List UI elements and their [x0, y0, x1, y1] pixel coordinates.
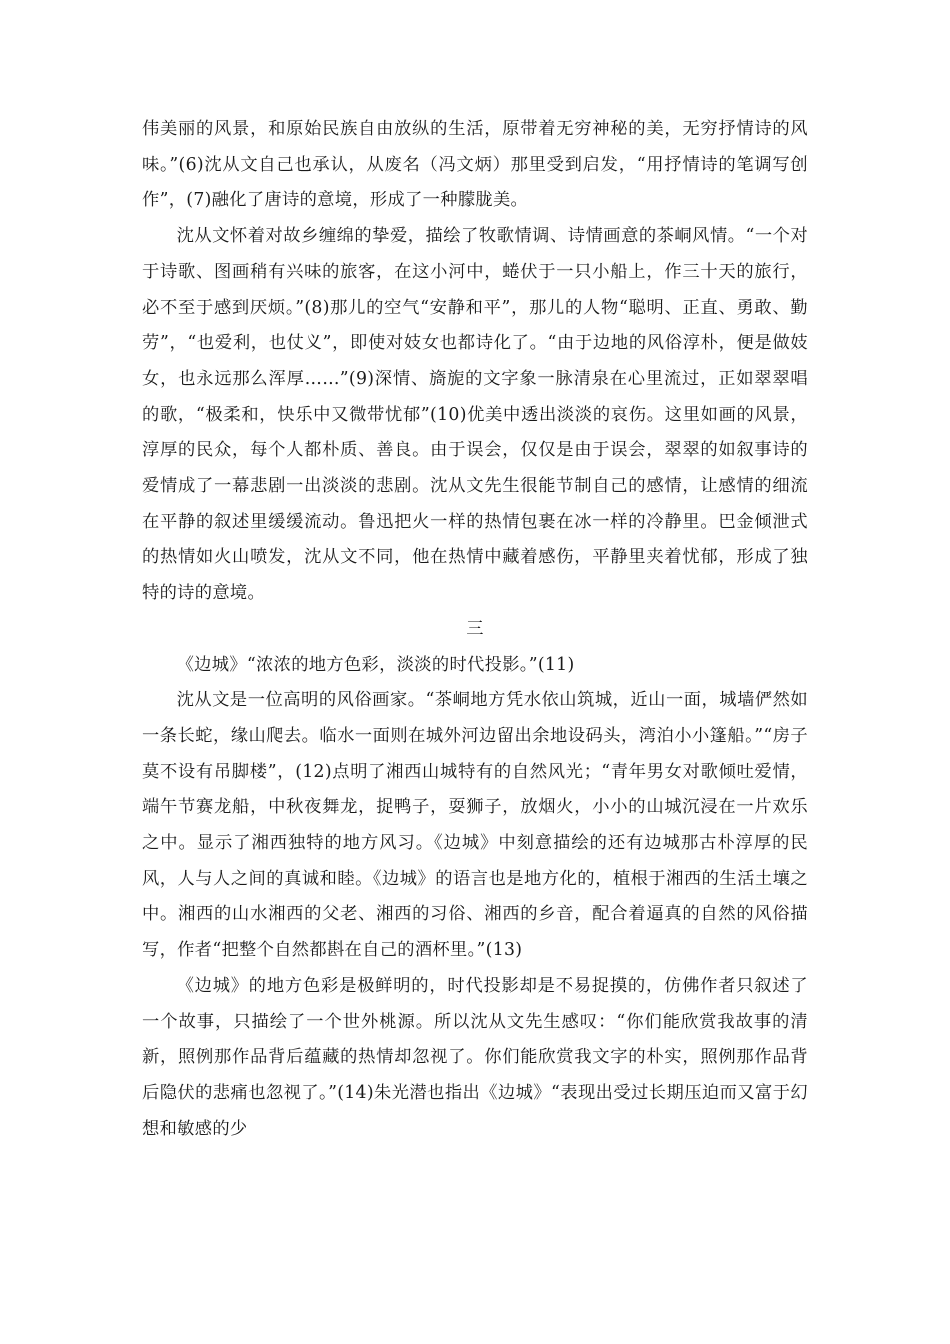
paragraph-continuation: 伟美丽的风景，和原始民族自由放纵的生活，原带着无穷神秘的美，无穷抒情诗的风味。”(6)沈从文自己也承认，从废名（冯文炳）那里受到启发，“用抒情诗的笔调写创作”，(7)融化了唐诗的意境，形成了一种朦胧美。 — [142, 119, 808, 211]
paragraph-chacheng-scenery: 沈从文怀着对故乡缠绵的挚爱，描绘了牧歌情调、诗情画意的茶峒风情。“一个对于诗歌、图画稍有兴味的旅客，在这小河中，蜷伏于一只小船上，作三十天的旅行，必不至于感到厌烦。”(8)那儿的空气“安静和平”，那儿的人物“聪明、正直、勇敢、勤劳”，“也爱利，也仗义”，即使对妓女也都诗化了。“由于边地的风俗淳朴，便是做妓女，也永远那么浑厚……”(9)深情、旖旎的文字象一脉清泉在心里流过，正如翠翠唱的歌，“极柔和，快乐中又微带忧郁”(10)优美中透出淡淡的哀伤。这里如画的风景，淳厚的民众，每个人都朴质、善良。由于误会，仅仅是由于误会，翠翠的如叙事诗的爱情成了一幕悲剧一出淡淡的悲剧。沈从文先生很能节制自己的感情，让感情的细流在平静的叙述里缓缓流动。鲁迅把火一样的热情包裹在冰一样的冷静里。巴金倾泄式的热情如火山喷发，沈从文不同，他在热情中藏着感伤，平静里夹着忧郁，形成了独特的诗的意境。 — [142, 226, 808, 604]
section-heading-three: 三 — [466, 618, 484, 639]
paragraph-local-customs: 沈从文是一位高明的风俗画家。“茶峒地方凭水依山筑城，近山一面，城墙俨然如一条长蛇，缘山爬去。临水一面则在城外河边留出余地设码头，湾泊小小篷船。”“房子莫不设有吊脚楼”，(12)点明了湘西山城特有的自然风光；“青年男女对歌倾吐爱情，端午节赛龙船，中秋夜舞龙，捉鸭子，耍狮子，放烟火，小小的山城沉浸在一片欢乐之中。显示了湘西独特的地方风习。《边城》中刻意描绘的还有边城那古朴淳厚的民风，人与人之间的真诚和睦。《边城》的语言也是地方化的，植根于湘西的生活土壤之中。湘西的山水湘西的父老、湘西的习俗、湘西的乡音，配合着逼真的自然的风俗描写，作者“把整个自然都斟在自己的酒杯里。”(13) — [142, 690, 808, 961]
paragraph-section-thesis: 《边城》“浓浓的地方色彩，淡淡的时代投影。”(11) — [176, 654, 575, 675]
document-page — [142, 112, 808, 1147]
paragraph-era-shadow: 《边城》的地方色彩是极鲜明的，时代投影却是不易捉摸的，仿佛作者只叙述了一个故事，只描绘了一个世外桃源。所以沈从文先生感叹：“你们能欣赏我故事的清新，照例那作品背后蕴藏的热情却忽视了。你们能欣赏我文字的朴实，照例那作品背后隐伏的悲痛也忽视了。”(14)朱光潜也指出《边城》“表现出受过长期压迫而又富于幻想和敏感的少 — [142, 975, 808, 1139]
